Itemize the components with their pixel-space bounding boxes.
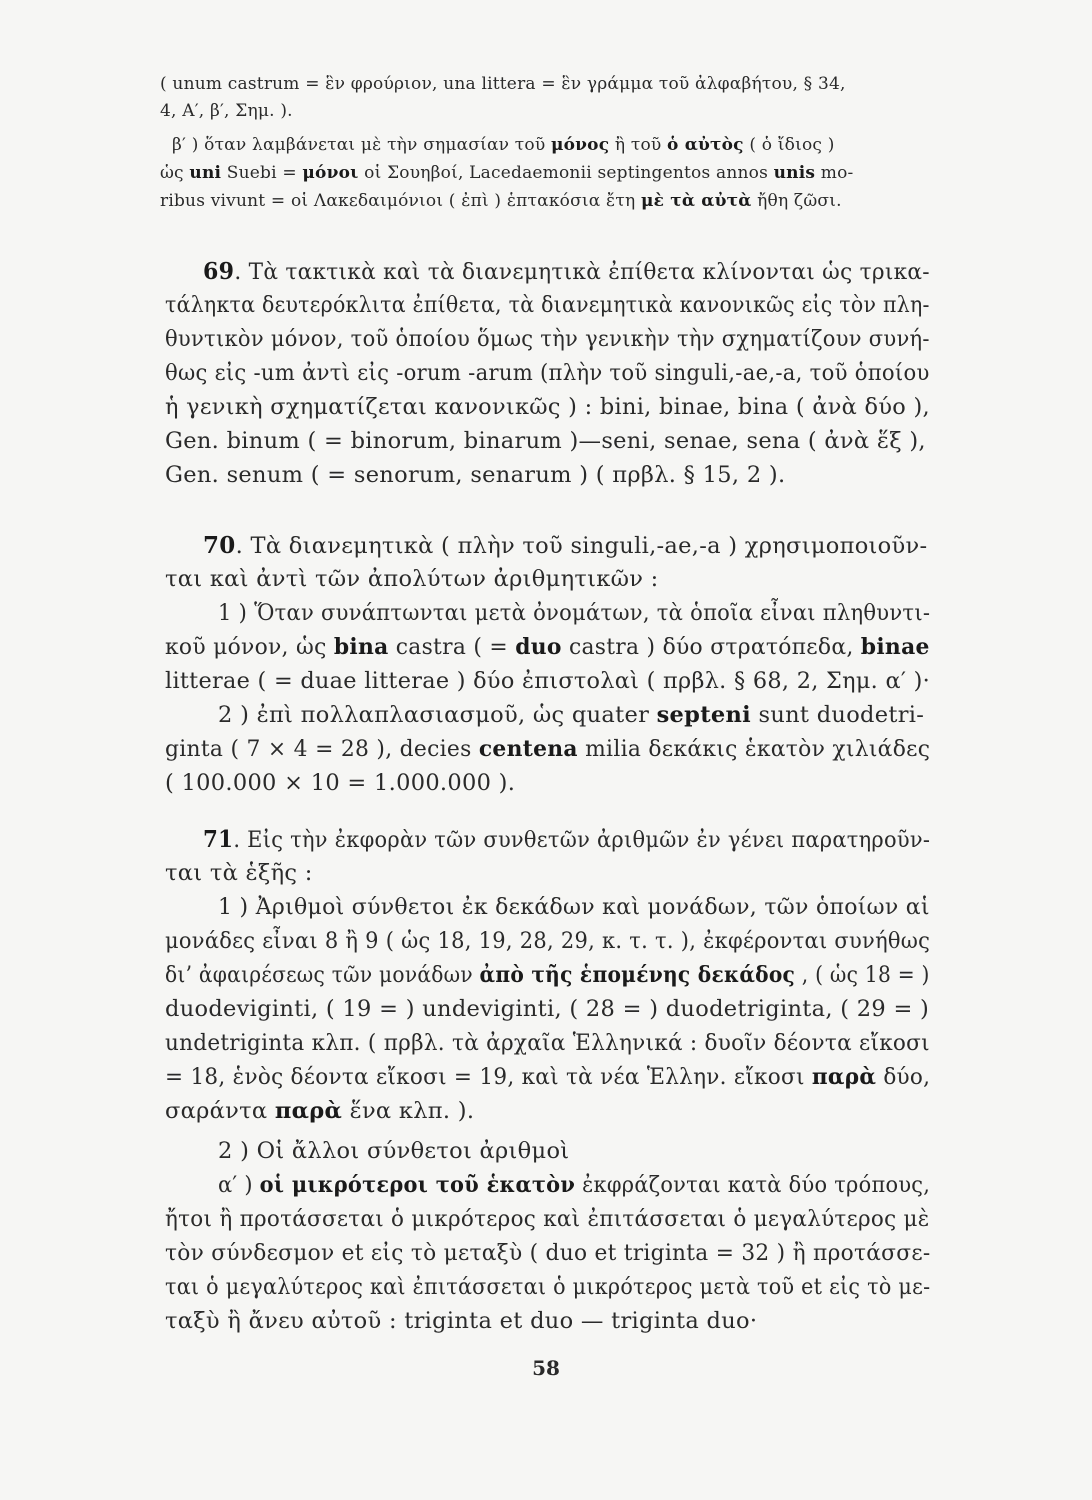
text-line: ται τὰ ἑξῆς : [165, 860, 313, 886]
section-71-line: 71. Εἰς τὴν ἐκφορὰν τῶν συνθετῶν ἀριθμῶν ἐν γένει παρατηροῦν- [203, 826, 931, 853]
text-line: δι’ ἀφαιρέσεως τῶν μονάδων ἀπὸ τῆς ἑπομένης δεκάδος , ( ὡς 18 = ) [165, 962, 930, 988]
text-line: μονάδες εἶναι 8 ἢ 9 ( ὡς 18, 19, 28, 29, κ. τ. τ. ), ἐκφέρονται συνήθως [165, 928, 931, 954]
text-line: ὡς uni Suebi = μόνοι οἱ Σουηβοί, Lacedaemonii septingentos annos unis mo- [160, 163, 854, 183]
text-line: undetriginta κλπ. ( πρβλ. τὰ ἀρχαῖα Ἑλληνικά : δυοῖν δέοντα εἴκοσι [165, 1030, 930, 1056]
text-line: ται ὁ μεγαλύτερος καὶ ἐπιτάσσεται ὁ μικρότερος μετὰ τοῦ et εἰς τὸ με- [165, 1274, 931, 1300]
text-line: 1 ) Ἀριθμοὶ σύνθετοι ἐκ δεκάδων καὶ μονάδων, τῶν ὁποίων αἱ [218, 894, 930, 920]
section-69-line: 69. Τὰ τακτικὰ καὶ τὰ διανεμητικὰ ἐπίθετα κλίνονται ὡς τρικα- [203, 258, 930, 285]
text-line: β′ ) ὅταν λαμβάνεται μὲ τὴν σημασίαν τοῦ μόνος ἢ τοῦ ὁ αὐτὸς ( ὁ ἴδιος ) [172, 135, 835, 155]
text-line: litterae ( = duae litterae ) δύο ἐπιστολαὶ ( πρβλ. § 68, 2, Σημ. α′ )· [165, 668, 931, 694]
section-number: 70 [203, 532, 236, 559]
text-line: ἤτοι ἢ προτάσσεται ὁ μικρότερος καὶ ἐπιτάσσεται ὁ μεγαλύτερος μὲ [165, 1206, 930, 1232]
page-number: 58 [532, 1356, 560, 1380]
text-line: ταξὺ ἢ ἄνευ αὐτοῦ : triginta et duo — triginta duo· [165, 1308, 758, 1334]
text-line: ( 100.000 × 10 = 1.000.000 ). [165, 770, 516, 796]
text-line: 1 ) Ὅταν συνάπτωνται μετὰ ὀνομάτων, τὰ ὁποῖα εἶναι πληθυντι- [218, 600, 931, 626]
section-70-line: 70. Τὰ διανεμητικὰ ( πλὴν τοῦ singuli,-ae,-a ) χρησιμοποιοῦν- [203, 532, 928, 559]
text-line: α′ ) οἱ μικρότεροι τοῦ ἑκατὸν ἐκφράζονται κατὰ δύο τρόπους, [218, 1172, 931, 1198]
text-line: Gen. binum ( = binorum, binarum )—seni, senae, sena ( ἀνὰ ἕξ ), [165, 428, 926, 454]
text-line: τὸν σύνδεσμον et εἰς τὸ μεταξὺ ( duo et triginta = 32 ) ἢ προτάσσε- [165, 1240, 931, 1266]
text-line: θυντικὸν μόνον, τοῦ ὁποίου ὅμως τὴν γενικὴν τὴν σχηματίζουν συνή- [165, 326, 930, 352]
text-line: ( unum castrum = ἓν φρούριον, una littera = ἓν γράμμα τοῦ ἀλφαβήτου, § 34, [160, 74, 846, 94]
section-number: 69 [203, 258, 235, 285]
text-line: duodeviginti, ( 19 = ) undeviginti, ( 28 = ) duodetriginta, ( 29 = ) [165, 996, 930, 1022]
text-line: ται καὶ ἀντὶ τῶν ἀπολύτων ἀριθμητικῶν : [165, 566, 659, 592]
text-line: ginta ( 7 × 4 = 28 ), decies centena milia δεκάκις ἑκατὸν χιλιάδες [165, 736, 931, 762]
text-line: θως εἰς -um ἀντὶ εἰς -orum -arum (πλὴν τοῦ singuli,-ae,-a, τοῦ ὁποίου [165, 360, 930, 386]
text-line: ribus vivunt = οἱ Λακεδαιμόνιοι ( ἐπὶ ) ἑπτακόσια ἔτη μὲ τὰ αὐτὰ ἤθη ζῶσι. [160, 191, 842, 211]
text-line: κοῦ μόνον, ὡς bina castra ( = duo castra ) δύο στρατόπεδα, binae [165, 634, 930, 660]
section-number: 71 [203, 826, 234, 853]
text-line: Gen. senum ( = senorum, senarum ) ( πρβλ. § 15, 2 ). [165, 462, 786, 488]
text-line: ἡ γενικὴ σχηματίζεται κανονικῶς ) : bini, binae, bina ( ἀνὰ δύο ), [165, 394, 930, 420]
text-line: 4, Α′, β′, Σημ. ). [160, 101, 293, 121]
text-line: σαράντα παρὰ ἕνα κλπ. ). [165, 1098, 475, 1124]
text-line: 2 ) ἐπὶ πολλαπλασιασμοῦ, ὡς quater septeni sunt duodetri- [218, 702, 925, 728]
text-line: 2 ) Οἱ ἄλλοι σύνθετοι ἀριθμοὶ [218, 1138, 570, 1164]
text-line: = 18, ἑνὸς δέοντα εἴκοσι = 19, καὶ τὰ νέα Ἑλλην. εἴκοσι παρὰ δύο, [165, 1064, 931, 1090]
text-line: τάληκτα δευτερόκλιτα ἐπίθετα, τὰ διανεμητικὰ κανονικῶς εἰς τὸν πλη- [165, 292, 930, 318]
